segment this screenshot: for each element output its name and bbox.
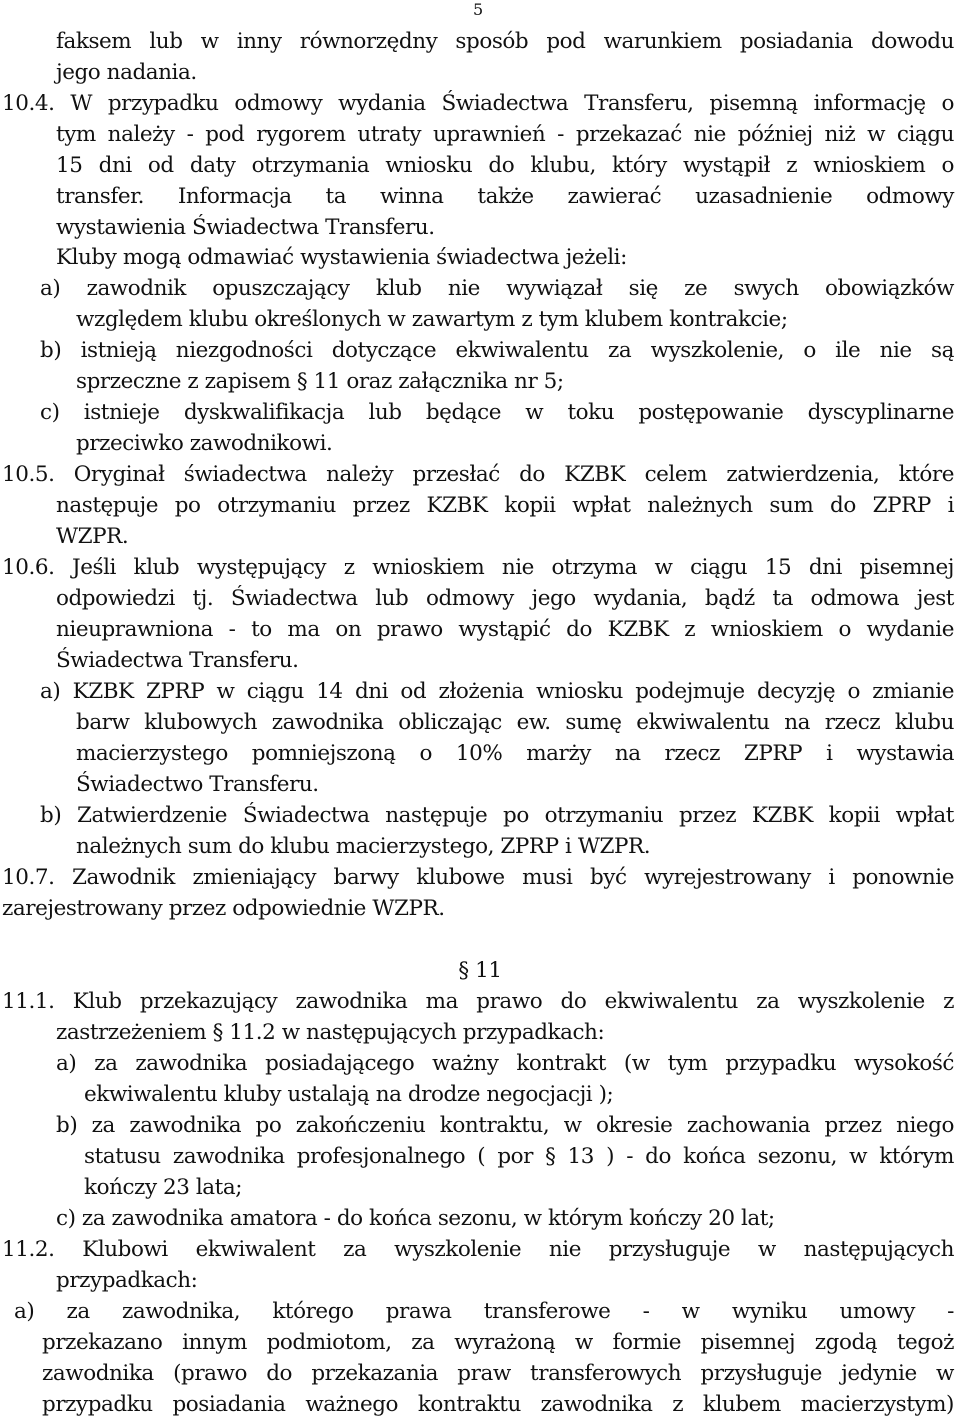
text-line: ekwiwalentu kluby ustalają na drodze negocjacji );	[84, 1082, 614, 1107]
text-line: 11.1. Klub przekazujący zawodnika ma prawo do ekwiwalentu za wyszkolenie z	[2, 989, 954, 1014]
text-line: zastrzeżeniem § 11.2 w następujących przypadkach:	[56, 1020, 605, 1045]
text-line: następuje po otrzymaniu przez KZBK kopii wpłat należnych sum do ZPRP i	[56, 493, 954, 518]
text-line: sprzeczne z zapisem § 11 oraz załącznika nr 5;	[76, 369, 564, 394]
text-line: macierzystego pomniejszoną o 10% marży na rzecz ZPRP i wystawia	[76, 741, 954, 766]
text-line: transfer. Informacja ta winna także zawierać uzasadnienie odmowy	[56, 184, 954, 209]
text-line: Kluby mogą odmawiać wystawienia świadectwa jeżeli:	[56, 245, 627, 270]
text-line: 10.4. W przypadku odmowy wydania Świadectwa Transferu, pisemną informację o	[2, 91, 954, 116]
text-line: c) za zawodnika amatora - do końca sezonu, w którym kończy 20 lat;	[56, 1206, 775, 1231]
text-line: przypadkach:	[56, 1268, 198, 1293]
text-line: zawodnika (prawo do przekazania praw transferowych przysługuje jedynie w	[42, 1361, 954, 1386]
text-line: c) istnieje dyskwalifikacja lub będące w toku postępowanie dyscyplinarne	[40, 400, 954, 425]
text-line: przypadku posiadania ważnego kontraktu zawodnika z klubem macierzystym)	[42, 1392, 954, 1417]
text-line: a) KZBK ZPRP w ciągu 14 dni od złożenia wniosku podejmuje decyzję o zmianie	[40, 679, 954, 704]
text-line: należnych sum do klubu macierzystego, ZPRP i WZPR.	[76, 834, 651, 859]
text-line: 15 dni od daty otrzymania wniosku do klubu, który wystąpił z wnioskiem o	[56, 153, 954, 178]
text-line: przekazano innym podmiotom, za wyrażoną w formie pisemnej zgodą tegoż	[42, 1330, 954, 1355]
text-line: nieuprawniona - to ma on prawo wystąpić do KZBK z wnioskiem o wydanie	[56, 617, 954, 642]
text-line: względem klubu określonych w zawartym z tym klubem kontrakcie;	[76, 307, 788, 332]
text-line: a) zawodnik opuszczający klub nie wywiązał się ze swych obowiązków	[40, 276, 954, 301]
text-line: 10.6. Jeśli klub występujący z wnioskiem nie otrzyma w ciągu 15 dni pisemnej	[2, 555, 954, 580]
text-line: wystawienia Świadectwa Transferu.	[56, 215, 435, 240]
text-line: b) istnieją niezgodności dotyczące ekwiwalentu za wyszkolenie, o ile nie są	[40, 338, 954, 363]
text-line: b) za zawodnika po zakończeniu kontraktu, w okresie zachowania przez niego	[56, 1113, 954, 1138]
text-line: 10.5. Oryginał świadectwa należy przesłać do KZBK celem zatwierdzenia, które	[2, 462, 954, 487]
text-line: 11.2. Klubowi ekwiwalent za wyszkolenie nie przysługuje w następujących	[2, 1237, 954, 1262]
text-line: a) za zawodnika posiadającego ważny kontrakt (w tym przypadku wysokość	[56, 1051, 954, 1076]
section-heading: § 11	[458, 958, 502, 983]
text-line: barw klubowych zawodnika obliczając ew. sumę ekwiwalentu na rzecz klubu	[76, 710, 954, 735]
text-line: Świadectwo Transferu.	[76, 772, 319, 797]
text-line: jego nadania.	[56, 60, 197, 85]
text-line: WZPR.	[56, 524, 129, 549]
text-line: b) Zatwierdzenie Świadectwa następuje po otrzymaniu przez KZBK kopii wpłat	[40, 803, 954, 828]
text-line: 10.7. Zawodnik zmieniający barwy klubowe musi być wyrejestrowany i ponownie	[2, 865, 954, 890]
text-line: a) za zawodnika, którego prawa transferowe - w wyniku umowy -	[14, 1299, 954, 1324]
text-line: Świadectwa Transferu.	[56, 648, 299, 673]
text-line: tym należy - pod rygorem utraty uprawnień - przekazać nie później niż w ciągu	[56, 122, 954, 147]
text-line: przeciwko zawodnikowi.	[76, 431, 333, 456]
text-line: faksem lub w inny równorzędny sposób pod warunkiem posiadania dowodu	[56, 29, 954, 54]
page-number: 5	[473, 0, 484, 19]
text-line: statusu zawodnika profesjonalnego ( por § 13 ) - do końca sezonu, w którym	[84, 1144, 954, 1169]
text-line: zarejestrowany przez odpowiednie WZPR.	[2, 896, 445, 921]
text-line: kończy 23 lata;	[84, 1175, 243, 1200]
text-line: odpowiedzi tj. Świadectwa lub odmowy jego wydania, bądź ta odmowa jest	[56, 586, 954, 611]
